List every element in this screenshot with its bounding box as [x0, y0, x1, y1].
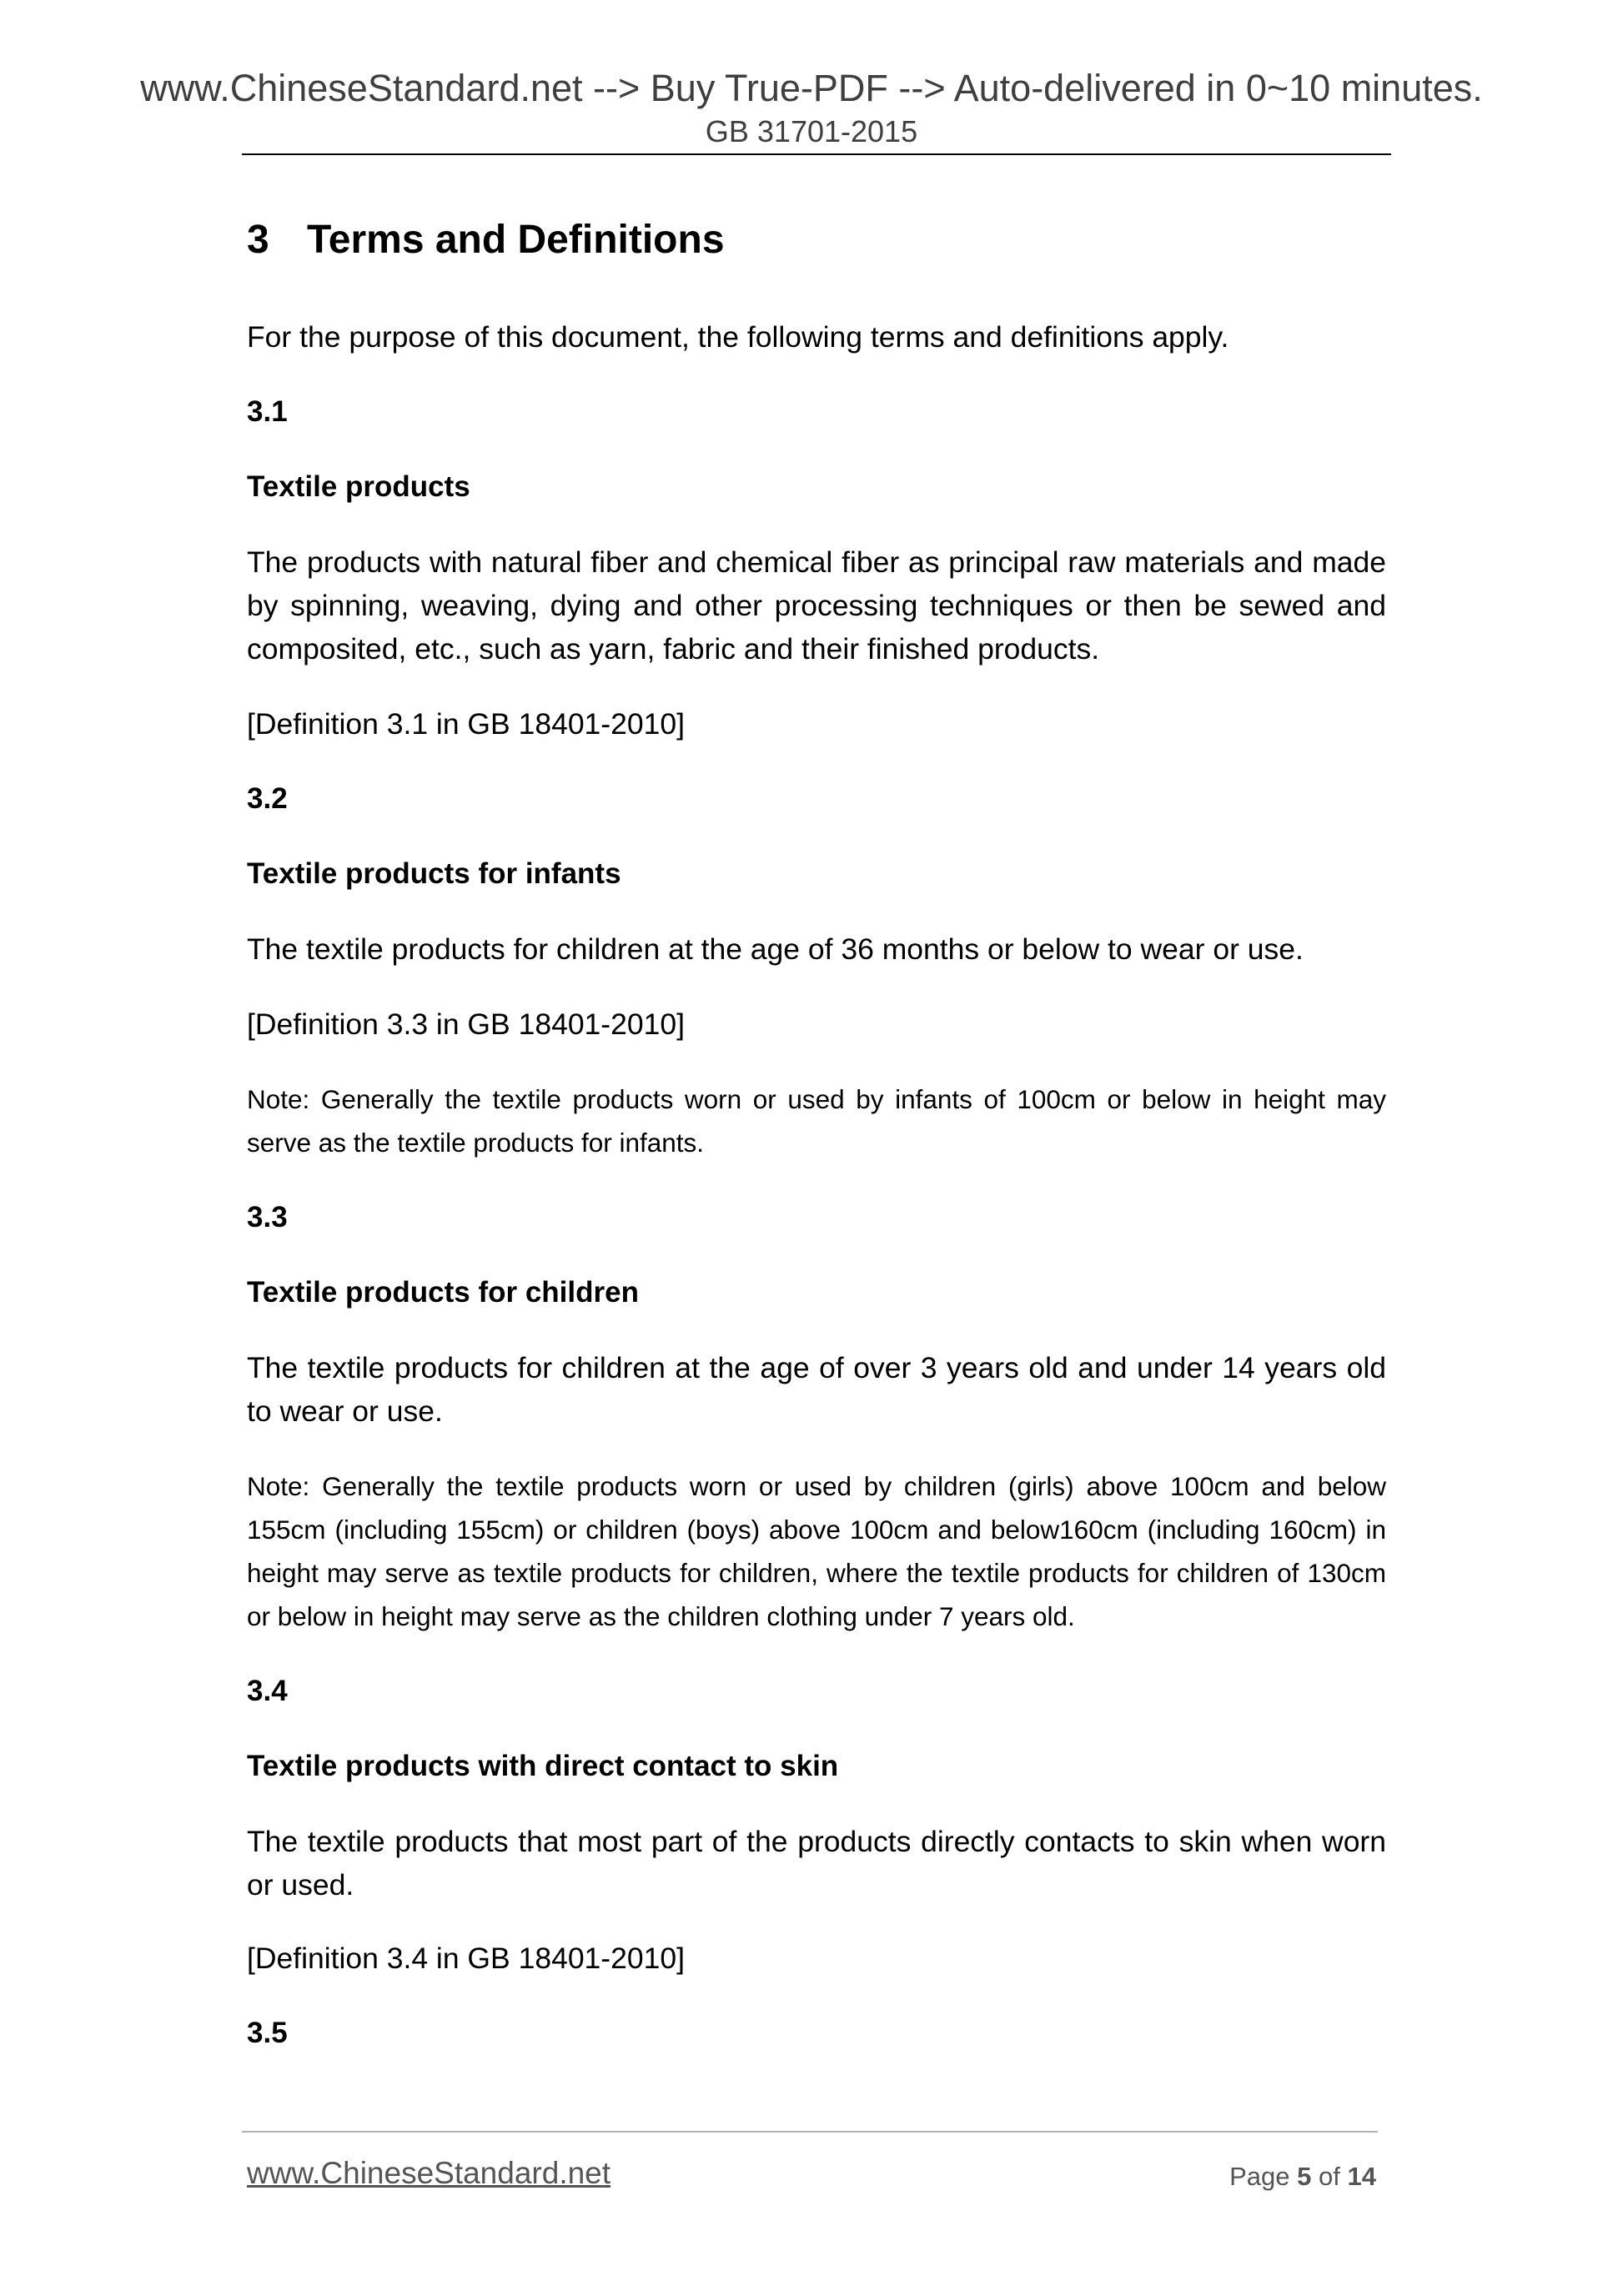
- section-number: 3: [247, 218, 269, 262]
- term-textile-products-skin-contact: Textile products with direct contact to skin: [247, 1750, 839, 1782]
- footer-divider: [242, 2131, 1378, 2133]
- footer-website-link[interactable]: www.ChineseStandard.net: [247, 2156, 611, 2190]
- header-divider: [242, 153, 1391, 155]
- note-3-2: Note: Generally the textile products worn or used by infants of 100cm or below in height may serve as the textile products for infants.: [247, 1084, 1386, 1158]
- note-3-3: Note: Generally the textile products worn or used by children (girls) above 100cm and below 155cm (including 155cm) or children (boys) above 100cm and below160cm (including 160cm) in height may serve as textile products for children, where the textile products for children of 130cm or below in height may serve as the children clothing under 7 years old.: [247, 1471, 1386, 1631]
- source-reference-3-2: [Definition 3.3 in GB 18401-2010]: [247, 1007, 685, 1041]
- page-current: 5: [1297, 2162, 1312, 2191]
- document-code: GB 31701-2015: [705, 114, 918, 148]
- section-intro: For the purpose of this document, the following terms and definitions apply.: [247, 320, 1229, 354]
- clause-number-3-5: 3.5: [247, 2017, 288, 2049]
- definition-textile-products-infants: The textile products for children at the age of 36 months or below to wear or use.: [247, 932, 1304, 966]
- definition-textile-products-skin-contact: The textile products that most part of the products directly contacts to skin when worn or used.: [247, 1825, 1386, 1902]
- clause-number-3-2: 3.2: [247, 782, 288, 815]
- page-total: 14: [1347, 2162, 1376, 2191]
- section-heading: [247, 215, 1386, 265]
- source-reference-3-4: [Definition 3.4 in GB 18401-2010]: [247, 1942, 685, 1975]
- definition-textile-products-children: The textile products for children at the age of over 3 years old and under 14 years old to wear or use.: [247, 1351, 1386, 1428]
- clause-number-3-4: 3.4: [247, 1675, 288, 1707]
- term-textile-products: Textile products: [247, 470, 470, 503]
- term-textile-products-infants: Textile products for infants: [247, 857, 621, 890]
- definition-textile-products: The products with natural fiber and chemical fiber as principal raw materials and made by spinning, weaving, dying and other processing techniques or then be sewed and composited, etc., such as yarn, fabric and their finished products.: [247, 545, 1386, 666]
- page-of: of: [1319, 2162, 1340, 2191]
- term-textile-products-children: Textile products for children: [247, 1276, 639, 1309]
- clause-number-3-3: 3.3: [247, 1201, 288, 1233]
- clause-number-3-1: 3.1: [247, 395, 288, 428]
- page-word: Page: [1229, 2162, 1290, 2191]
- source-reference-3-1: [Definition 3.1 in GB 18401-2010]: [247, 707, 685, 741]
- page-indicator: [1151, 2160, 1376, 2193]
- section-title: Terms and Definitions: [307, 218, 725, 262]
- header-banner: www.ChineseStandard.net --> Buy True-PDF --> Auto-delivered in 0~10 minutes.: [140, 67, 1483, 109]
